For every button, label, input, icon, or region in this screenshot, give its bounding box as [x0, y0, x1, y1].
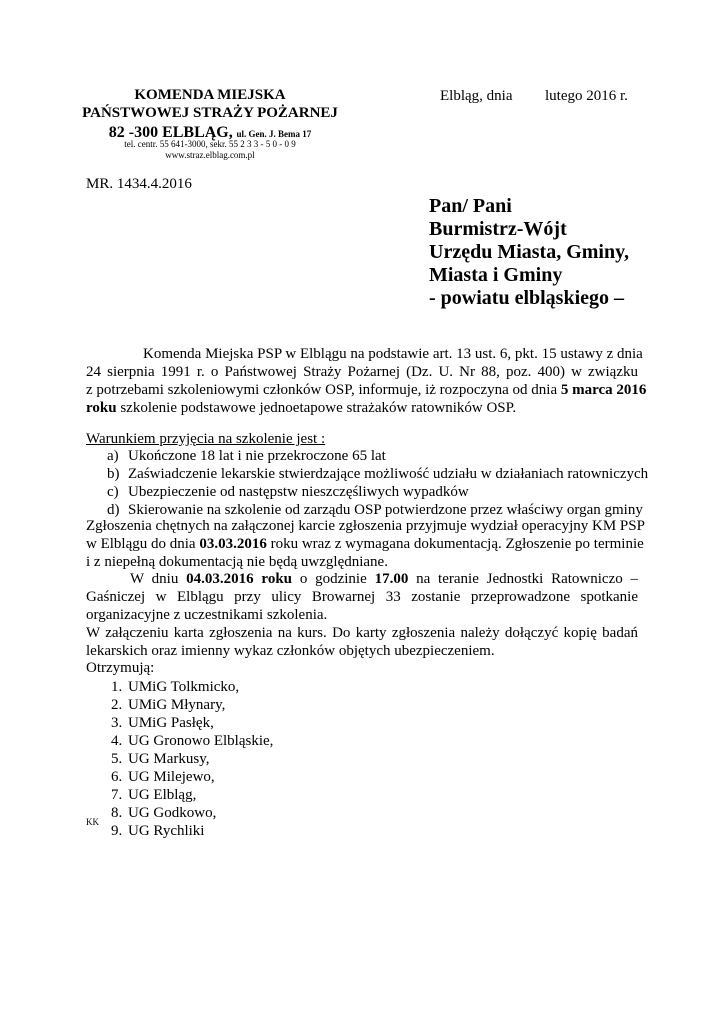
recipients-list — [111, 678, 273, 840]
meeting-text: o godzinie — [299, 571, 367, 587]
condition-text: Skierowanie na szkolenie od zarządu OSP potwierdzone przez właściwy organ gminy — [128, 502, 643, 518]
recipient-number: 2. — [111, 697, 123, 713]
addressee-line: - powiatu elbląskiego – — [429, 287, 625, 309]
condition-item — [107, 465, 648, 483]
recipient-item — [111, 714, 273, 732]
start-date-suffix: roku — [86, 400, 117, 416]
recipient-item — [111, 768, 273, 786]
addressee-block — [429, 195, 629, 310]
condition-item — [107, 447, 648, 465]
recipient-name: UG Godkowo, — [128, 805, 217, 821]
recipient-item — [111, 750, 273, 768]
recipient-number: 6. — [111, 769, 123, 785]
meeting-line1 — [130, 570, 638, 588]
meeting-time: 17.00 — [374, 571, 409, 587]
addressee-line: Pan/ Pani — [429, 195, 512, 217]
letterhead-street: ul. Gen. J. Bema 17 — [236, 129, 312, 139]
recipient-number: 8. — [111, 805, 123, 821]
start-date: 5 marca 2016 — [560, 382, 647, 398]
date-place: Elbląg, dnia — [440, 88, 513, 104]
recipient-item — [111, 804, 273, 822]
conditions-list — [107, 447, 648, 519]
letterhead-city: 82 -300 ELBLĄG, — [108, 124, 233, 141]
addressee-line: Urzędu Miasta, Gminy, — [429, 241, 629, 263]
intro-line4 — [86, 399, 516, 417]
condition-text: Ubezpieczenie od następstw nieszczęśliwych wypadków — [128, 484, 469, 500]
meeting-text: na teranie Jednostki Ratowniczo – — [416, 571, 639, 587]
meeting-line3: organizacyjne z uczestnikami szkolenia. — [86, 607, 328, 623]
meeting-line2: Gaśniczej w Elblągu przy ulicy Browarnej 33 zostanie przeprowadzone spotkanie — [86, 589, 638, 605]
date-month: lutego 2016 r. — [545, 88, 628, 104]
deadline-date: 03.03.2016 — [199, 536, 267, 552]
intro-line4-text: szkolenie podstawowe jednoetapowe strażaków ratowników OSP. — [120, 400, 517, 416]
condition-marker: d) — [107, 502, 120, 518]
recipient-name: UMiG Tolkmicko, — [128, 679, 240, 695]
recipient-number: 3. — [111, 715, 123, 731]
attach-line2: lekarskich oraz imienny wykaz członków objętych ubezpieczeniem. — [86, 643, 495, 659]
conditions-title: Warunkiem przyjęcia na szkolenie jest : — [86, 431, 326, 447]
recipient-name: UG Elbląg, — [128, 787, 197, 803]
addressee-line: Burmistrz-Wójt — [429, 218, 567, 240]
condition-marker: c) — [107, 484, 119, 500]
apps-line3: i z niepełną dokumentacją nie będą uwzględniane. — [86, 554, 388, 570]
condition-marker: b) — [107, 466, 120, 482]
condition-marker: a) — [107, 448, 119, 464]
condition-text: Zaświadczenie lekarskie stwierdzające możliwość udziału w działaniach ratowniczych — [128, 466, 649, 482]
recipient-name: UG Markusy, — [128, 751, 210, 767]
condition-text: Ukończone 18 lat i nie przekroczone 65 lat — [128, 448, 386, 464]
intro-line3 — [86, 381, 646, 399]
reference-number: MR. 1434.4.2016 — [86, 176, 192, 192]
condition-item — [107, 483, 648, 501]
meeting-text: W dniu — [130, 571, 179, 587]
apps-line2 — [86, 535, 644, 553]
recipients-title: Otrzymują: — [86, 660, 155, 676]
recipient-number: 7. — [111, 787, 123, 803]
attach-line1: W załączeniu karta zgłoszenia na kurs. Do karty zgłoszenia należy dołączyć kopię badań — [86, 625, 638, 641]
recipient-item — [111, 822, 273, 840]
recipient-item — [111, 732, 273, 750]
meeting-date: 04.03.2016 roku — [186, 571, 293, 587]
apps-line1: Zgłoszenia chętnych na załączonej karcie zgłoszenia przyjmuje wydział operacyjny KM PSP — [86, 518, 645, 534]
letterhead-line2: PAŃSTWOWEJ STRAŻY POŻARNEJ — [82, 105, 338, 121]
recipient-item — [111, 786, 273, 804]
recipient-item — [111, 696, 273, 714]
apps-line2-rest: roku wraz z wymagana dokumentacją. Zgłoszenie po terminie — [270, 536, 644, 552]
letterhead-www: www.straz.elblag.com.pl — [165, 150, 255, 160]
apps-line2-text: w Elblągu do dnia — [86, 536, 196, 552]
intro-line3-text: z potrzebami szkoleniowymi członków OSP, informuje, iż rozpoczyna od dnia — [86, 382, 558, 398]
recipient-name: UG Rychliki — [128, 823, 205, 839]
intro-line1: Komenda Miejska PSP w Elblągu na podstawie art. 13 ust. 6, pkt. 15 ustawy z dnia — [143, 346, 643, 362]
author-initials: KK — [86, 817, 99, 827]
addressee-line: Miasta i Gminy — [429, 264, 563, 286]
letterhead-line1: KOMENDA MIEJSKA — [134, 87, 286, 103]
recipient-number: 1. — [111, 679, 123, 695]
recipient-name: UG Gronowo Elbląskie, — [128, 733, 274, 749]
recipient-number: 9. — [111, 823, 123, 839]
recipient-name: UG Milejewo, — [128, 769, 215, 785]
recipient-name: UMiG Pasłęk, — [128, 715, 214, 731]
recipient-number: 5. — [111, 751, 123, 767]
recipient-item — [111, 678, 273, 696]
recipient-number: 4. — [111, 733, 123, 749]
recipient-name: UMiG Młynary, — [128, 697, 226, 713]
intro-line2: 24 sierpnia 1991 r. o Państwowej Straży Pożarnej (Dz. U. Nr 88, poz. 400) w związku — [86, 364, 638, 380]
letterhead-phone: tel. centr. 55 641-3000, sekr. 55 2 3 3 - 5 0 - 0 9 — [124, 139, 296, 149]
